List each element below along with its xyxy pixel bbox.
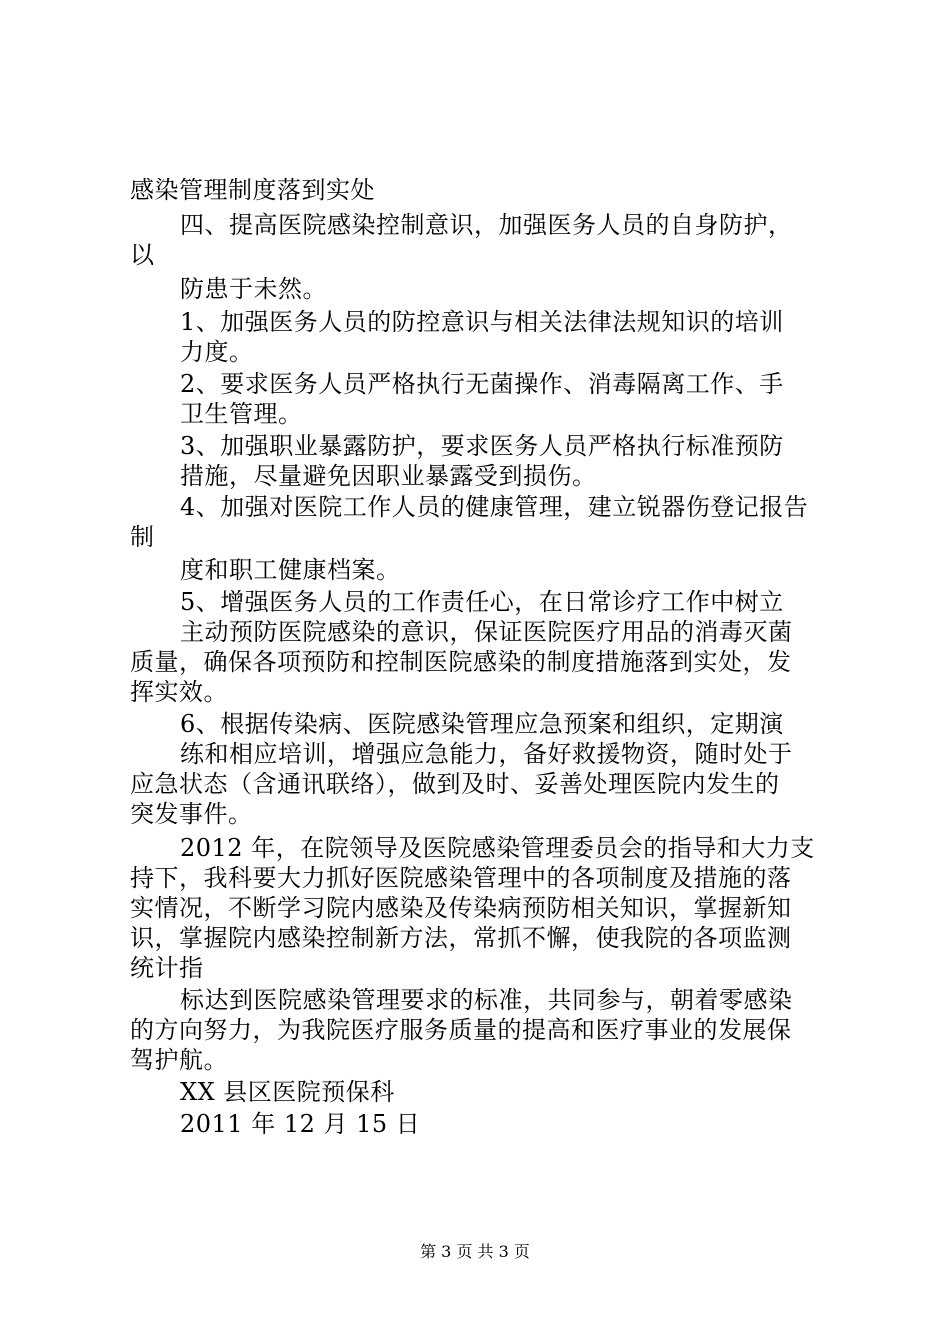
text-line-20: 应急状态（含通讯联络），做到及时、妥善处理医院内发生的 [130,770,780,798]
text-line-16: 质量，确保各项预防和控制医院感染的制度措施落到实处，发 [130,648,792,676]
text-line-6: 力度。 [180,338,254,366]
page-footer: 第 3 页 共 3 页 [420,1242,530,1261]
signature-department: XX 县区医院预保科 [180,1078,395,1106]
text-line-10: 措施，尽量避免因职业暴露受到损伤。 [180,462,597,490]
text-line-26: 统计指 [130,954,204,982]
text-line-8: 卫生管理。 [180,400,303,428]
text-line-12: 制 [130,523,155,551]
text-line-21: 突发事件。 [130,800,253,828]
text-line-15: 主动预防医院感染的意识，保证医院医疗用品的消毒灭菌 [180,618,793,646]
text-line-9: 3、加强职业暴露防护，要求医务人员严格执行标准预防 [180,432,784,460]
text-line-28: 的方向努力，为我院医疗服务质量的提高和医疗事业的发展保 [130,1016,792,1044]
text-line-3: 以 [130,241,155,269]
text-line-23: 持下，我科要大力抓好医院感染管理中的各项制度及措施的落 [130,864,792,892]
text-line-18: 6、根据传染病、医院感染管理应急预案和组织，定期演 [180,710,784,738]
text-line-14: 5、增强医务人员的工作责任心，在日常诊疗工作中树立 [180,588,784,616]
text-line-22: 2012 年，在院领导及医院感染管理委员会的指导和大力支 [180,834,815,862]
text-line-1: 感染管理制度落到实处 [130,176,375,204]
text-line-24: 实情况，不断学习院内感染及传染病预防相关知识，掌握新知 [130,894,792,922]
text-line-2: 四、提高医院感染控制意识，加强医务人员的自身防护， [180,211,793,239]
text-line-4: 防患于未然。 [180,275,327,303]
text-line-13: 度和职工健康档案。 [180,556,401,584]
text-line-25: 识，掌握院内感染控制新方法，常抓不懈，使我院的各项监测 [130,924,792,952]
text-line-29: 驾护航。 [130,1046,228,1074]
text-line-17: 挥实效。 [130,678,228,706]
text-line-19: 练和相应培训，增强应急能力，备好救援物资，随时处于 [180,740,793,768]
text-line-11: 4、加强对医院工作人员的健康管理，建立锐器伤登记报告 [180,493,809,521]
signature-date: 2011 年 12 月 15 日 [180,1110,421,1138]
text-line-5: 1、加强医务人员的防控意识与相关法律法规知识的培训 [180,308,784,336]
text-line-7: 2、要求医务人员严格执行无菌操作、消毒隔离工作、手 [180,370,784,398]
text-line-27: 标达到医院感染管理要求的标准，共同参与，朝着零感染 [180,986,793,1014]
